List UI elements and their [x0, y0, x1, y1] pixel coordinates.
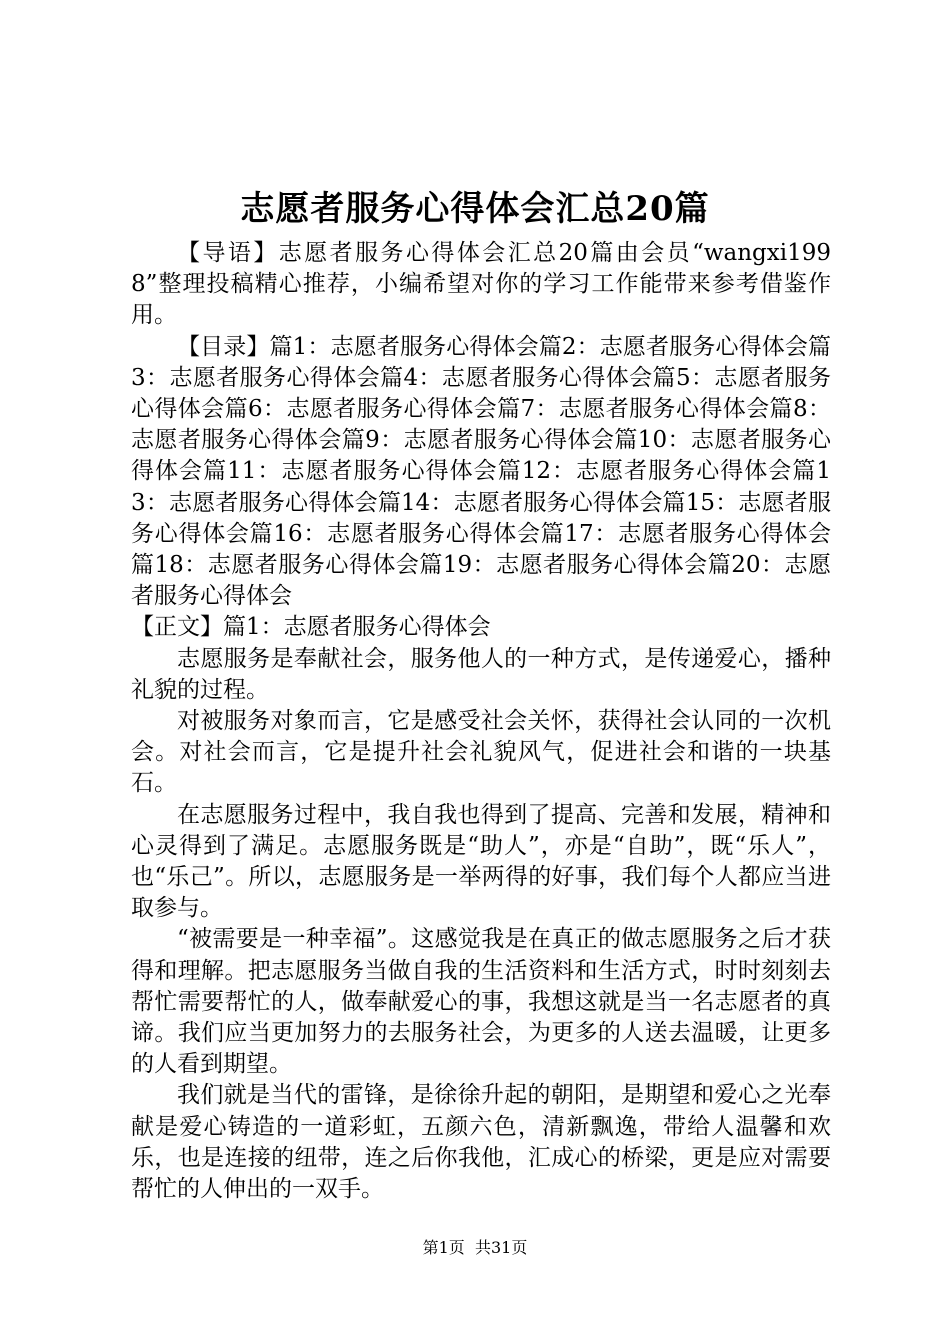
- body-paragraph: 在志愿服务过程中，我自我也得到了提高、完善和发展，精神和心灵得到了满足。志愿服务既是“助人”，亦是“自助”，既“乐人”，也“乐己”。所以，志愿服务是一举两得的好事，我们每个人都应当进取参与。: [131, 801, 831, 922]
- page-footer: [0, 1236, 950, 1260]
- main-text-heading: 【正文】篇1：志愿者服务心得体会: [131, 614, 491, 641]
- page-number: 第1页: [422, 1238, 465, 1257]
- page-total: 共31页: [474, 1238, 528, 1257]
- body-paragraph: 我们就是当代的雷锋，是徐徐升起的朝阳，是期望和爱心之光奉献是爱心铸造的一道彩虹，五颜六色，清新飘逸，带给人温馨和欢乐，也是连接的纽带，连之后你我他，汇成心的桥梁，更是应对需要帮忙的人伸出的一双手。: [131, 1082, 831, 1203]
- table-of-contents-paragraph: 【目录】篇1：志愿者服务心得体会篇2：志愿者服务心得体会篇3：志愿者服务心得体会篇4：志愿者服务心得体会篇5：志愿者服务心得体会篇6：志愿者服务心得体会篇7：志愿者服务心得体会篇8：志愿者服务心得体会篇9：志愿者服务心得体会篇10：志愿者服务心得体会篇11：志愿者服务心得体会篇12：志愿者服务心得体会篇13：志愿者服务心得体会篇14：志愿者服务心得体会篇15：志愿者服务心得体会篇16：志愿者服务心得体会篇17：志愿者服务心得体会篇18：志愿者服务心得体会篇19：志愿者服务心得体会篇20：志愿者服务心得体会: [131, 333, 831, 610]
- body-paragraph: “被需要是一种幸福”。这感觉我是在真正的做志愿服务之后才获得和理解。把志愿服务当做自我的生活资料和生活方式，时时刻刻去帮忙需要帮忙的人，做奉献爱心的事，我想这就是当一名志愿者的真谛。我们应当更加努力的去服务社会，为更多的人送去温暖，让更多的人看到期望。: [131, 926, 831, 1078]
- body-paragraph: 对被服务对象而言，它是感受社会关怀，获得社会认同的一次机会。对社会而言，它是提升社会礼貌风气，促进社会和谐的一块基石。: [131, 708, 831, 797]
- document-body: [131, 238, 831, 1205]
- body-paragraph: 志愿服务是奉献社会，服务他人的一种方式，是传递爱心，播种礼貌的过程。: [131, 645, 831, 703]
- intro-paragraph: 【导语】志愿者服务心得体会汇总20篇由会员“wangxi1998”整理投稿精心推荐，小编希望对你的学习工作能带来参考借鉴作用。: [131, 240, 831, 329]
- document-title: 志愿者服务心得体会汇总20篇: [240, 189, 710, 229]
